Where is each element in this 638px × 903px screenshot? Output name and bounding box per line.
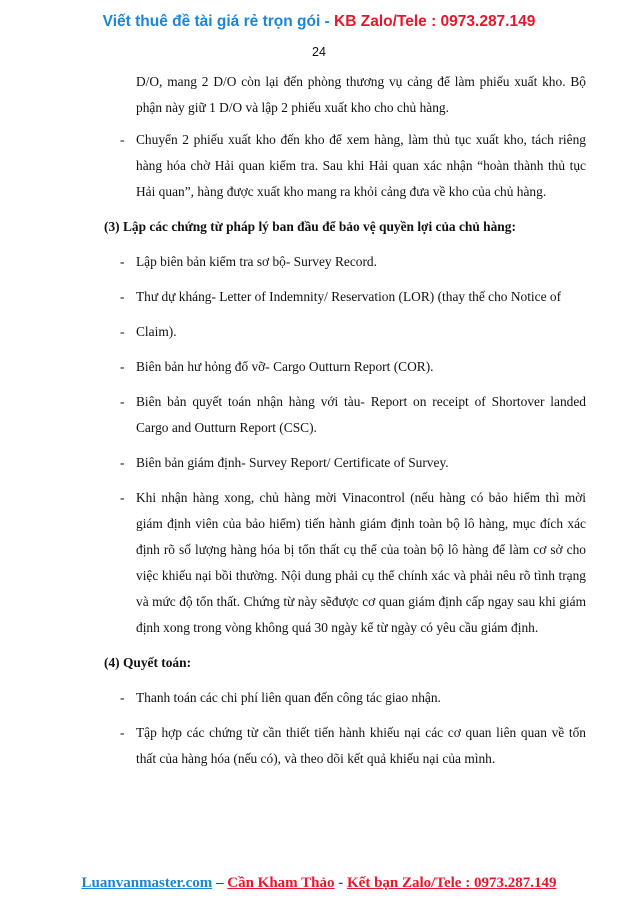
section-heading-4: (4) Quyết toán: xyxy=(104,655,192,670)
bullet-dash: - xyxy=(120,394,125,409)
list-item-text: Thư dự kháng- Letter of Indemnity/ Reservation (LOR) (thay thế cho Notice of xyxy=(136,289,562,304)
list-item-text: Biên bản giám định- Survey Report/ Certificate of Survey. xyxy=(136,455,449,470)
list-item xyxy=(104,450,586,476)
paragraph-continuation: D/O, mang 2 D/O còn lại đến phòng thương vụ cảng để làm phiếu xuất kho. Bộ phận này giữ 1 D/O và lập 2 phiếu xuất kho cho chủ hàng. xyxy=(136,74,586,115)
bullet-dash: - xyxy=(120,359,125,374)
bullet-dash: - xyxy=(120,324,125,339)
page-body xyxy=(104,69,586,781)
list-item-text: Biên bản quyết toán nhận hàng với tàu- Report on receipt of Shortover landed Cargo and Outturn Report (CSC). xyxy=(136,394,586,435)
list-item-text: Biên bản hư hỏng đổ vỡ- Cargo Outturn Report (COR). xyxy=(136,359,434,374)
bullet-dash: - xyxy=(120,725,125,740)
footer-contact-link[interactable]: Kết bạn Zalo/Tele : 0973.287.149 xyxy=(347,875,557,891)
header-separator: - xyxy=(320,13,335,30)
header-contact-text: KB Zalo/Tele : 0973.287.149 xyxy=(334,13,536,30)
list-item xyxy=(104,685,586,711)
list-item xyxy=(104,284,586,310)
bullet-dash: - xyxy=(120,254,125,269)
footer-dash: – xyxy=(212,875,228,891)
footer-banner xyxy=(0,873,638,893)
list-item xyxy=(104,485,586,641)
bullet-dash: - xyxy=(120,490,125,505)
list-item xyxy=(104,319,586,345)
list-item xyxy=(104,720,586,772)
list-item xyxy=(104,389,586,441)
header-banner xyxy=(0,12,638,32)
footer-site-link[interactable]: Luanvanmaster.com xyxy=(81,875,213,891)
footer-author-link[interactable]: Cần Kham Thảo xyxy=(227,875,335,891)
list-item xyxy=(104,354,586,380)
list-item xyxy=(104,249,586,275)
list-item-text: Chuyển 2 phiếu xuất kho đến kho để xem hàng, làm thủ tục xuất kho, tách riêng hàng hóa chờ Hải quan kiểm tra. Sau khi Hải quan xác nhận “hoàn thành thủ tục Hải quan”, hàng được xuất kho mang ra khỏi cảng đưa về kho của chủ hàng. xyxy=(136,132,586,199)
header-service-text: Viết thuê đề tài giá rẻ trọn gói xyxy=(102,13,321,30)
list-item xyxy=(104,127,586,205)
bullet-dash: - xyxy=(120,132,125,147)
list-item-text: Thanh toán các chi phí liên quan đến công tác giao nhận. xyxy=(136,690,441,705)
bullet-dash: - xyxy=(120,690,125,705)
page-number: 24 xyxy=(312,45,326,59)
footer-dash: - xyxy=(334,875,347,891)
section-heading-3: (3) Lập các chứng từ pháp lý ban đầu để bảo vệ quyền lợi của chủ hàng: xyxy=(104,219,516,234)
bullet-dash: - xyxy=(120,455,125,470)
list-item-text: Khi nhận hàng xong, chủ hàng mời Vinacontrol (nếu hàng có bảo hiểm thì mời giám định viên của bảo hiểm) tiến hành giám định toàn bộ lô hàng, mục đích xác định rõ số lượng hàng hóa bị tổn thất cụ thể của toàn bộ lô hàng để làm cơ sở cho việc khiếu nại bồi thường. Nội dung phải cụ thể chính xác và phải nêu rõ tình trạng và mức độ tổn thất. Chứng từ này sẽđược cơ quan giám định cấp ngay sau khi giám định xong trong vòng không quá 30 ngày kể từ ngày có yêu cầu giám định. xyxy=(136,490,586,635)
list-item-text: Tập hợp các chứng từ cần thiết tiến hành khiếu nại các cơ quan liên quan về tổn thất của hàng hóa (nếu có), và theo dõi kết quả khiếu nại của mình. xyxy=(136,725,586,766)
list-item-text: Lập biên bản kiểm tra sơ bộ- Survey Record. xyxy=(136,254,377,269)
bullet-dash: - xyxy=(120,289,125,304)
list-item-text: Claim). xyxy=(136,324,177,339)
